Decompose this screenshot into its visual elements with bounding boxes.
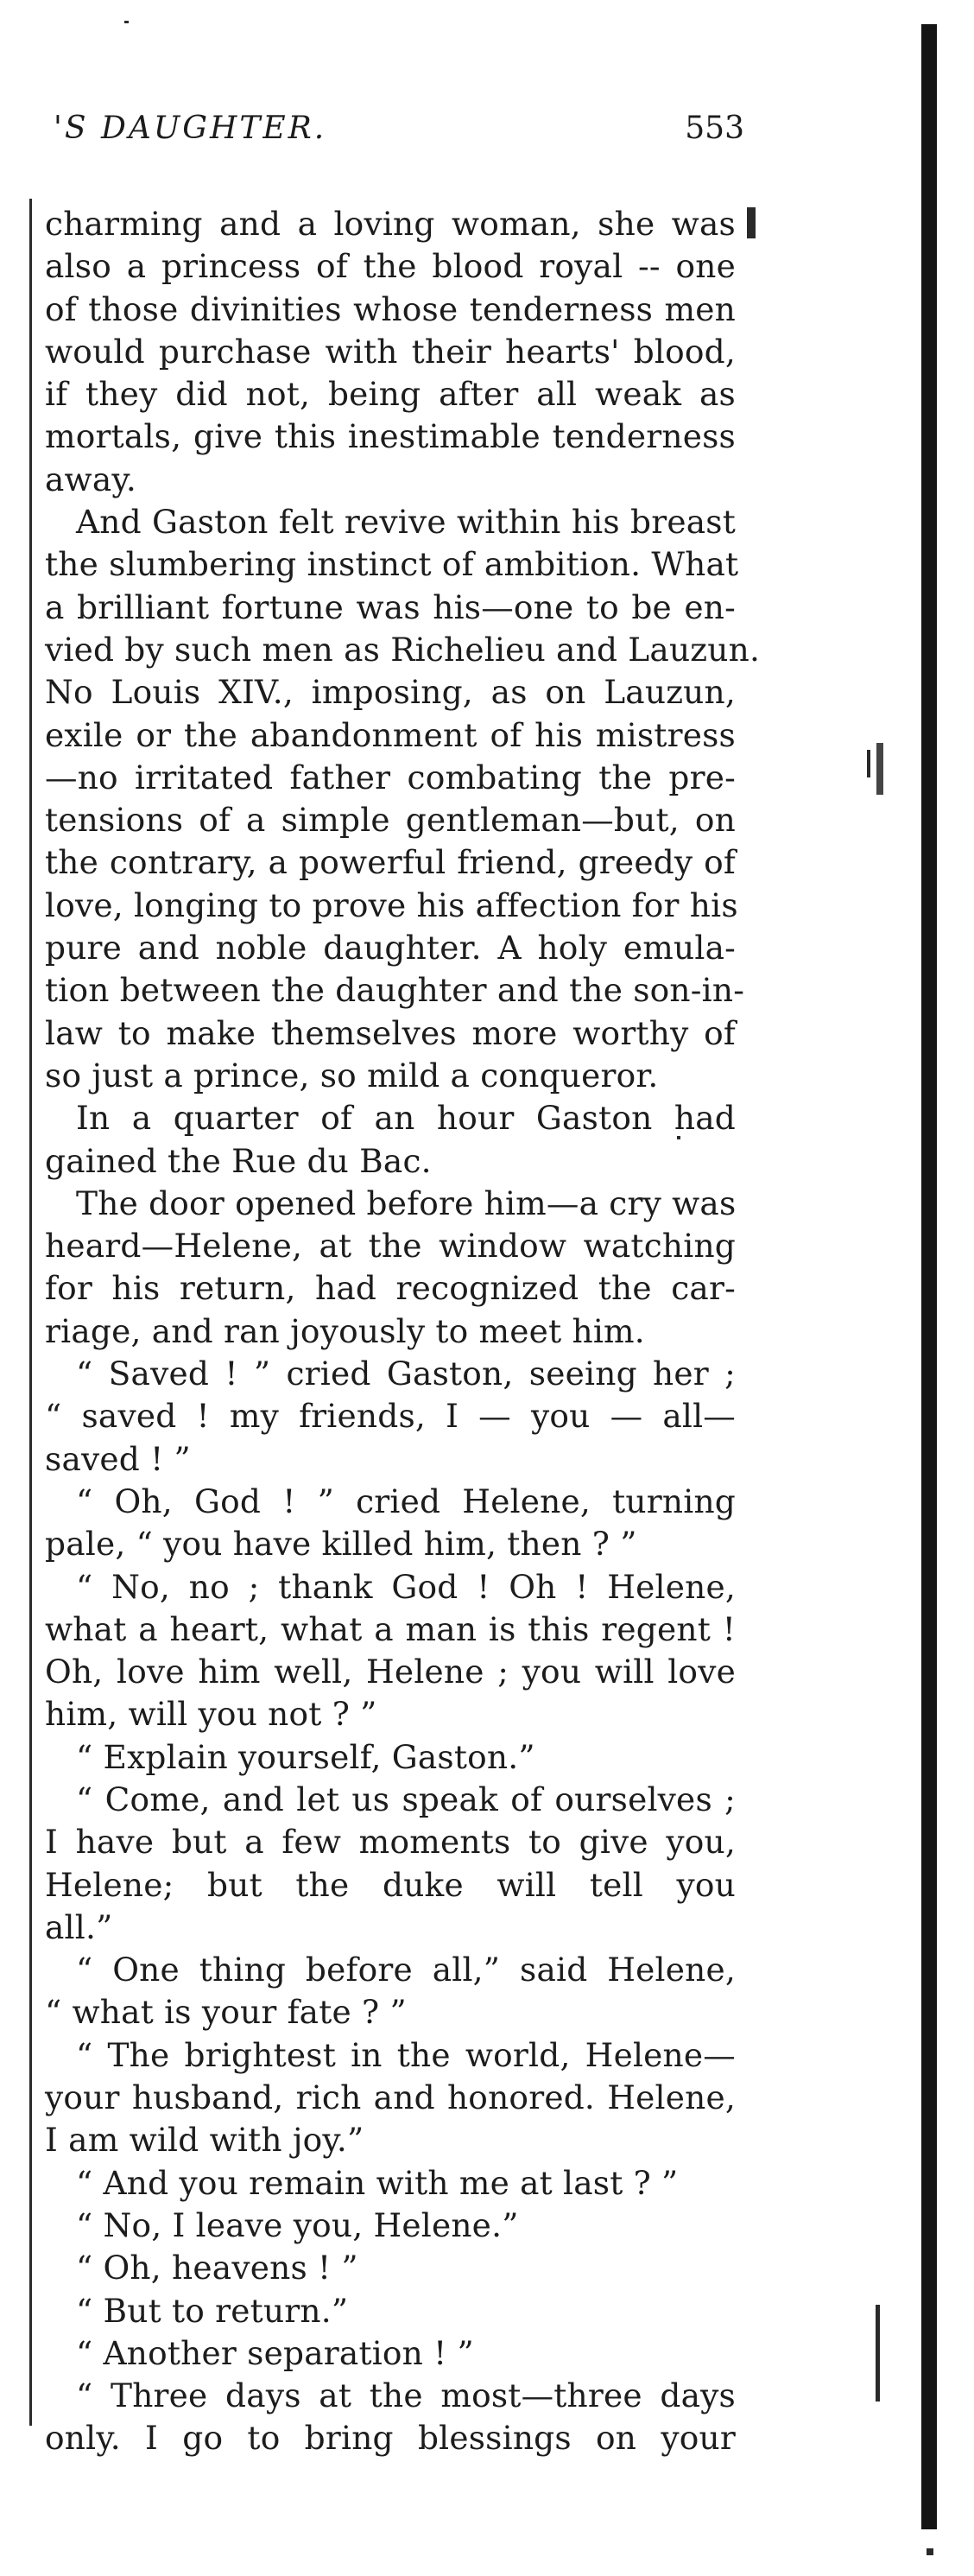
text-line: “ what is your fate ? ” [45, 1993, 407, 2032]
text-line: No Louis XIV., imposing, as on Lauzun, [45, 673, 736, 712]
running-title: 'S DAUGHTER. [54, 111, 327, 146]
text-line: him, will you not ? ” [45, 1695, 377, 1734]
text-line: saved ! ” [45, 1439, 191, 1478]
text-line: law to make themselves more worthy of [45, 1013, 736, 1052]
text-line: a brilliant fortune was his—one to be en- [45, 587, 736, 626]
text-line: tion between the daughter and the son-in- [45, 971, 745, 1010]
text-line: “ Saved ! ” cried Gaston, seeing her ; [76, 1355, 736, 1393]
text-line: Oh, love him well, Helene ; you will love [45, 1653, 736, 1691]
text-line: “ saved ! my friends, I — you — all— [45, 1397, 736, 1436]
text-line: “ No, I leave you, Helene.” [76, 2205, 519, 2244]
text-line: your husband, rich and honored. Helene, [45, 2078, 736, 2117]
text-line: “ Come, and let us speak of ourselves ; [76, 1780, 736, 1818]
text-line: what a heart, what a man is this regent ! [45, 1609, 736, 1648]
text-line: “ Three days at the most—three days [76, 2376, 736, 2415]
text-line: And Gaston felt revive within his breast [76, 503, 736, 542]
ink-blot [747, 207, 756, 238]
text-line: would purchase with their hearts' blood, [45, 332, 736, 371]
text-line: pure and noble daughter. A holy emula- [45, 929, 736, 968]
text-line: away. [45, 460, 136, 498]
text-line: The door opened before him—a cry was [76, 1183, 737, 1222]
text-line: heard—Helene, at the window watching [45, 1227, 736, 1266]
text-line: “ No, no ; thank God ! Oh ! Helene, [76, 1567, 736, 1606]
text-line: “ The brightest in the world, Helene— [76, 2035, 736, 2074]
text-line: for his return, had recognized the car- [45, 1269, 736, 1308]
text-line: so just a prince, so mild a conqueror. [45, 1056, 659, 1094]
text-line: I have but a few moments to give you, [45, 1823, 736, 1862]
margin-mark [867, 750, 870, 777]
text-line: “ Another separation ! ” [76, 2333, 474, 2372]
text-line: all.” [45, 1907, 113, 1946]
text-line: the contrary, a powerful friend, greedy of [45, 843, 736, 882]
margin-mark [876, 2305, 880, 2402]
text-line: In a quarter of an hour Gaston had [76, 1099, 736, 1138]
text-line: of those divinities whose tenderness men [45, 289, 736, 328]
text-line: I am wild with joy.” [45, 2121, 364, 2160]
body-text [45, 203, 761, 2460]
text-line: love, longing to prove his affection for his [45, 885, 738, 924]
text-line: “ Oh, heavens ! ” [76, 2249, 358, 2287]
column-rule [29, 199, 32, 2426]
page-header [54, 111, 744, 162]
print-speck [124, 21, 129, 23]
text-line: only. I go to bring blessings on your [45, 2419, 736, 2458]
text-line: tensions of a simple gentleman—but, on [45, 801, 736, 840]
text-line: riage, and ran joyously to meet him. [45, 1311, 645, 1350]
text-line: exile or the abandonment of his mistress [45, 715, 736, 754]
page-edge-shadow [921, 24, 937, 2529]
text-line: “ And you remain with me at last ? ” [76, 2163, 679, 2202]
text-line: vied by such men as Richelieu and Lauzun. [45, 630, 761, 669]
text-line: mortals, give this inestimable tenderness [45, 417, 736, 456]
text-line: “ But to return.” [76, 2291, 349, 2330]
text-line: “ Explain yourself, Gaston.” [76, 1737, 535, 1776]
text-line: also a princess of the blood royal -- one [45, 247, 736, 286]
text-line: “ Oh, God ! ” cried Helene, turning [76, 1482, 736, 1520]
text-line: “ One thing before all,” said Helene, [76, 1951, 736, 1989]
text-line: gained the Rue du Bac. [45, 1141, 432, 1180]
text-line: —no irritated father combating the pre- [45, 758, 736, 796]
text-line: pale, “ you have killed him, then ? ” [45, 1525, 637, 1564]
text-line: charming and a loving woman, she was [45, 205, 736, 243]
text-line: if they did not, being after all weak as [45, 375, 736, 414]
text-line: Helene; but the duke will tell you [45, 1865, 736, 1904]
page-number: 553 [685, 111, 744, 146]
print-speck [927, 2548, 933, 2555]
margin-mark [876, 743, 883, 795]
text-line: the slumbering instinct of ambition. What [45, 545, 739, 584]
